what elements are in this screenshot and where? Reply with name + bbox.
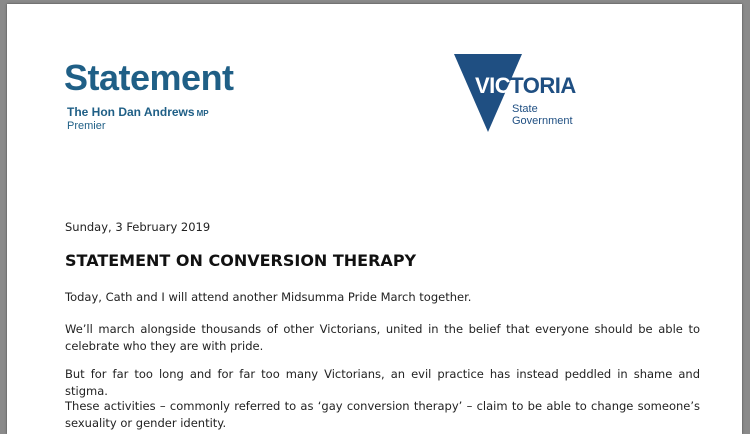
logo-wordmark-vic: VIC (475, 73, 511, 98)
logo-line-government: Government (512, 115, 573, 127)
minister-suffix: MP (196, 109, 209, 118)
paragraph-3: But for far too long and for far too many Victorians, an evil practice has instead peddled in shame and stigma. (65, 367, 700, 398)
logo-wordmark (475, 75, 576, 97)
paragraph-4: These activities – commonly referred to as ‘gay conversion therapy’ – claim to be able to change someone’s sexuality or gender identity. (65, 399, 700, 430)
logo-wordmark-rest: TORIA (510, 73, 576, 98)
logo-line-state: State (512, 103, 538, 115)
victoria-triangle-icon (454, 54, 604, 144)
statement-heading: STATEMENT ON CONVERSION THERAPY (65, 251, 417, 270)
document-page (7, 4, 742, 434)
statement-title: Statement (64, 57, 234, 98)
minister-role: Premier (67, 120, 106, 132)
statement-date: Sunday, 3 February 2019 (65, 220, 211, 234)
minister-name (67, 106, 209, 118)
minister-name-text: The Hon Dan Andrews (67, 105, 195, 119)
victoria-state-government-logo (454, 54, 604, 144)
paragraph-2: We’ll march alongside thousands of other Victorians, united in the belief that everyone should be able to celebrate who they are with pride. (65, 322, 700, 353)
paragraph-1: Today, Cath and I will attend another Midsumma Pride March together. (65, 290, 472, 304)
